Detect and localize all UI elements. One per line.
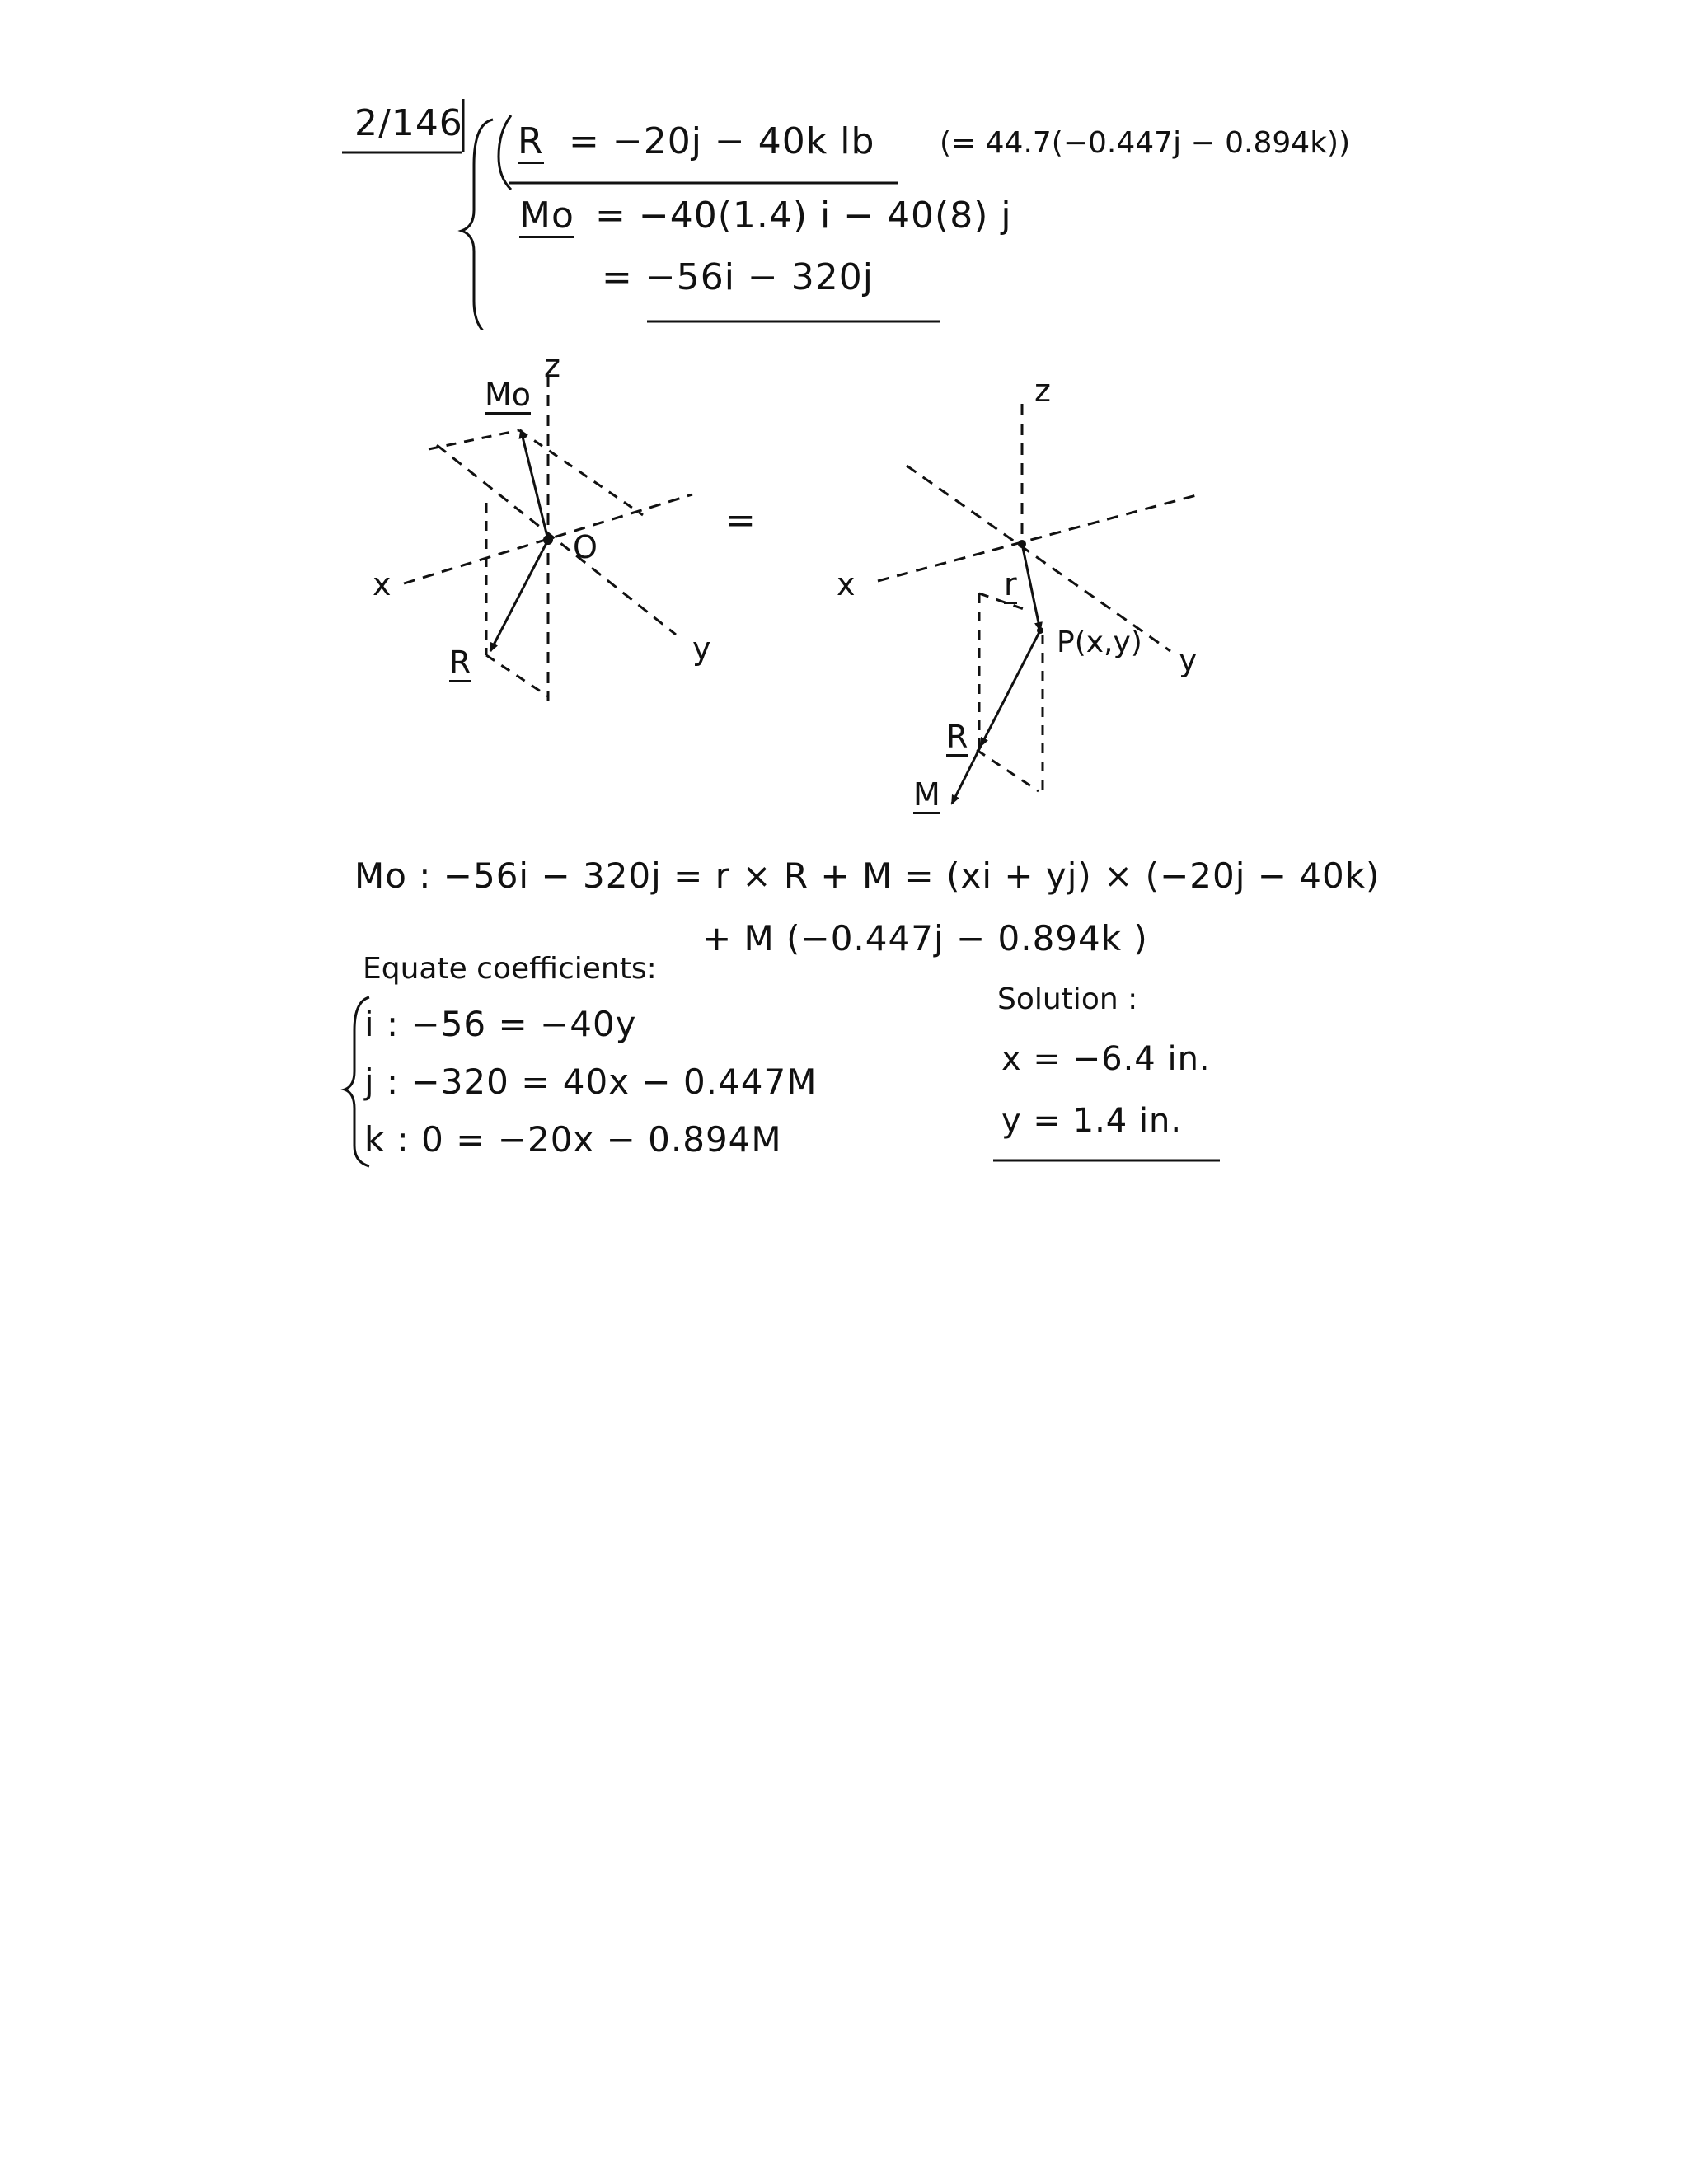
right-x-label: x xyxy=(837,566,856,602)
solution-y: y = 1.4 in. xyxy=(1001,1102,1183,1140)
point-P-label: P(x,y) xyxy=(1057,626,1142,659)
left-x-label: x xyxy=(373,566,392,602)
right-r-label: r xyxy=(1004,566,1017,602)
right-y-label: y xyxy=(1179,642,1198,678)
solution-x: x = −6.4 in. xyxy=(1001,1040,1211,1078)
Mo-vector-symbol: Mo xyxy=(519,194,574,237)
k-coefficient-equation: k : 0 = −20x − 0.894M xyxy=(364,1119,782,1160)
right-M-label: M xyxy=(913,776,940,813)
left-z-label: z xyxy=(544,348,560,384)
j-coefficient-equation: j : −320 = 40x − 0.447M xyxy=(364,1062,818,1102)
left-y-label: y xyxy=(692,630,711,667)
solution-heading: Solution : xyxy=(997,982,1138,1016)
right-z-label: z xyxy=(1034,373,1051,409)
Mo-result: = −56i − 320j xyxy=(602,256,874,298)
i-coefficient-equation: i : −56 = −40y xyxy=(364,1004,637,1044)
problem-number: 2/146 xyxy=(354,102,463,144)
R-expression: = −20j − 40k lb xyxy=(569,120,875,162)
R-vector-symbol: R xyxy=(518,120,544,162)
left-origin-label: O xyxy=(573,529,598,565)
coefficients-heading: Equate coefficients: xyxy=(363,952,657,986)
moment-equation-line1: Mo : −56i − 320j = r × R + M = (xi + yj) × (−20j − 40k) xyxy=(354,855,1381,896)
right-R-label: R xyxy=(946,719,968,755)
R-unit-form: (= 44.7(−0.447j − 0.894k)) xyxy=(940,126,1351,160)
moment-equation-line2: + M (−0.447j − 0.894k ) xyxy=(702,918,1148,958)
Mo-expression: = −40(1.4) i − 40(8) j xyxy=(595,194,1012,237)
left-Mo-label: Mo xyxy=(485,377,532,413)
equivalence-sign: = xyxy=(725,499,757,541)
left-R-label: R xyxy=(449,644,471,681)
